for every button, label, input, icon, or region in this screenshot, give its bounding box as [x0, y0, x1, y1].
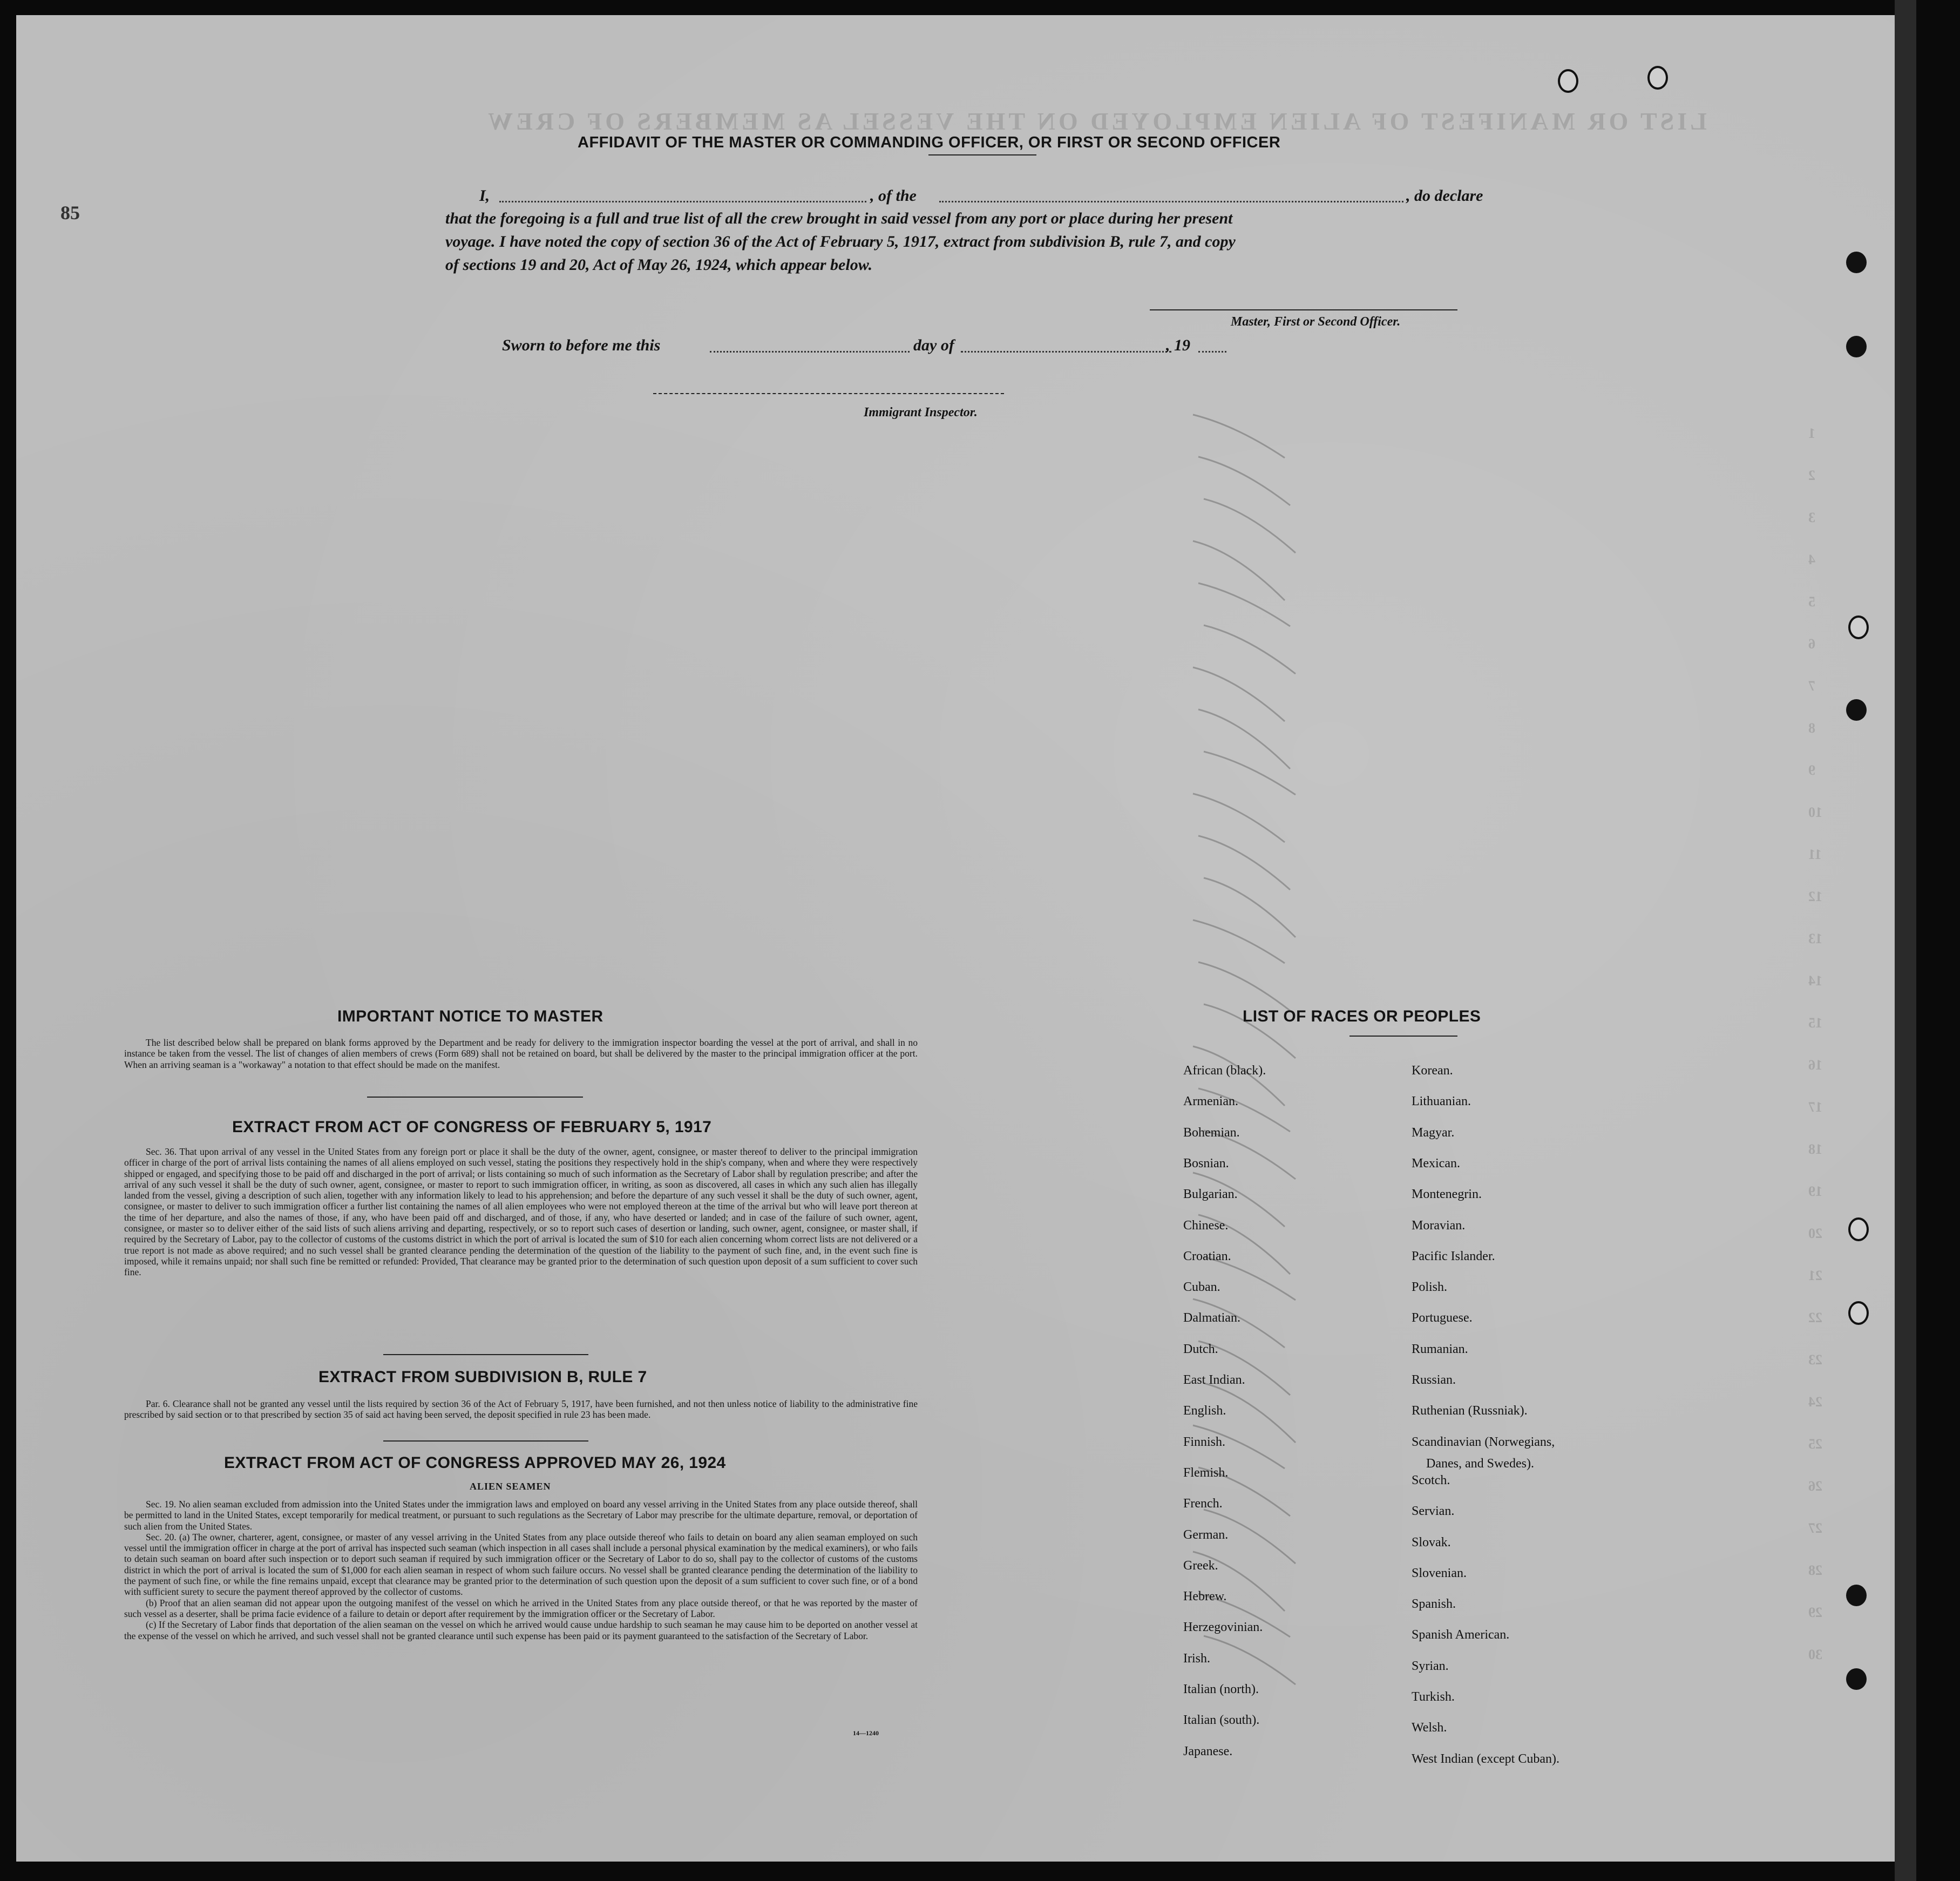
race-left-item: Japanese. [1183, 1744, 1233, 1758]
extract-1917-heading: EXTRACT FROM ACT OF CONGRESS OF FEBRUARY 5, 1917 [232, 1118, 712, 1136]
affidavit-title: AFFIDAVIT OF THE MASTER OR COMMANDING OFFICER, OR FIRST OR SECOND OFFICER [578, 134, 1281, 151]
sworn-month-blank[interactable] [961, 351, 1171, 353]
bleed-through-strokes [1177, 393, 1393, 1689]
races-heading: LIST OF RACES OR PEOPLES [1243, 1007, 1481, 1025]
bleed-stroke [1193, 415, 1285, 458]
race-right-item: Slovenian. [1412, 1566, 1467, 1580]
bleed-stroke [1204, 752, 1296, 795]
bleed-row-number: 21 [1808, 1268, 1822, 1283]
race-right-item: Moravian. [1412, 1218, 1466, 1233]
bleed-row-number: 17 [1808, 1099, 1822, 1115]
sec20a-paragraph: Sec. 20. (a) The owner, charterer, agent, consignee, or master of any vessel arriving in the United States from any place outside thereof who fails to detain on board any alien seaman employed on such vessel until the immigration officer in charge at the port of arrival has inspected such seaman (which inspection in all cases shall include a personal physical examination by the medical examiners), or who fails to detain such seaman on board after such inspection or to deport such seaman if required by such immigration officer or the Secretary of Labor to do so, shall pay to the collector of customs of the customs district in which the port of arrival is located the sum of $1,000 for each alien seaman in respect of whom such failure occurs. No vessel shall be granted clearance pending the determination of the liability to the payment of such fine, or while the fine remains unpaid, except that clearance may be granted prior to the determination of such question upon the deposit of a sum sufficient to cover such fine, or of a bond with sufficient surety to secure the payment thereof approved by the collector of customs. [124, 1531, 918, 1598]
race-right-item: Ruthenian (Russniak). [1412, 1404, 1528, 1418]
bleed-stroke [1198, 709, 1290, 769]
affidavit-line-4: of sections 19 and 20, Act of May 26, 1924, which appear below. [445, 256, 873, 274]
race-left-item: Herzegovinian. [1183, 1620, 1263, 1635]
race-right-item: Rumanian. [1412, 1342, 1468, 1356]
bleed-row-number: 25 [1808, 1436, 1822, 1452]
inspector-label: Immigrant Inspector. [864, 405, 978, 419]
extract-1924-text [124, 1499, 918, 1641]
race-right-item: Scandinavian (Norwegians, [1412, 1435, 1555, 1449]
sworn-year-blank[interactable] [1198, 351, 1226, 353]
bleed-stroke [1198, 583, 1290, 626]
bleed-row-number: 10 [1808, 804, 1822, 820]
bleed-row-number: 7 [1808, 678, 1815, 694]
bleed-stroke [1198, 457, 1290, 505]
par6-paragraph: Par. 6. Clearance shall not be granted any vessel until the lists required by section 36 of the Act of February 5, 1917, have been furnished, and not then unless notice of liability to the administrative fine prescribed by said section or to that prescribed by section 35 of said act having been served, the deposit specified in rule 23 has been made. [124, 1398, 918, 1420]
bleed-row-number: 18 [1808, 1141, 1822, 1157]
master-label: Master, First or Second Officer. [1231, 315, 1401, 329]
bleed-stroke [1204, 1004, 1296, 1058]
race-left-item: Bulgarian. [1183, 1187, 1238, 1202]
bleed-stroke [1193, 794, 1285, 842]
affidavit-do-declare: , do declare [1406, 187, 1483, 205]
bleed-stroke [1198, 962, 1290, 1011]
race-right-item: Lithuanian. [1412, 1094, 1471, 1109]
punch-hole [1848, 615, 1869, 639]
notice-text [124, 1037, 918, 1070]
extract-rule-1 [383, 1354, 588, 1355]
race-right-scandinavian-cont: Danes, and Swedes). [1426, 1457, 1534, 1471]
race-right-item: Portuguese. [1412, 1311, 1473, 1325]
race-left-item: Greek. [1183, 1558, 1218, 1573]
punch-hole [1846, 699, 1867, 721]
race-left-item: Cuban. [1183, 1280, 1220, 1295]
bleed-row-number: 1 [1808, 425, 1815, 441]
bleed-stroke [1193, 920, 1285, 963]
affidavit-line-2: that the foregoing is a full and true list of all the crew brought in said vessel from any port or place during her present [445, 209, 1233, 227]
sec20b-paragraph: (b) Proof that an alien seaman did not appear upon the outgoing manifest of the vessel on which he arrived in the United States from any place outside thereof, or that he was reported by the master of such vessel as a deserter, shall be prima facie evidence of a failure to detain or deport after requirement by the immigration officer or the Secretary of Labor. [124, 1597, 918, 1619]
bleed-row-number: 22 [1808, 1310, 1822, 1325]
race-right-item: Montenegrin. [1412, 1187, 1482, 1202]
race-left-item: Italian (north). [1183, 1682, 1259, 1696]
race-left-item: German. [1183, 1527, 1229, 1542]
vessel-blank[interactable] [939, 201, 1403, 202]
affidavit-line-3: voyage. I have noted the copy of section 36 of the Act of February 5, 1917, extract from subdivision B, rule 7, and copy [445, 233, 1236, 251]
race-left-item: African (black). [1183, 1064, 1266, 1078]
race-left-item: Chinese. [1183, 1218, 1229, 1233]
notice-paragraph: The list described below shall be prepared on blank forms approved by the Department and be ready for delivery to the immigration inspector boarding the vessel at the port of arrival, and shall in no instance be taken from the vessel. The list of changes of alien members of crews (Form 689) shall not be retained on board, but shall be delivered by the master to the principal immigration officer at the port. When an arriving seaman is a "workaway" a notation to that effect should be made on the manifest. [124, 1037, 918, 1070]
name-blank[interactable] [499, 201, 866, 202]
race-right-item: Scotch. [1412, 1473, 1450, 1487]
punch-hole [1846, 1585, 1867, 1606]
bleed-row-number: 23 [1808, 1352, 1822, 1368]
bleed-row-number: 3 [1808, 510, 1815, 525]
bleed-row-number: 4 [1808, 552, 1815, 567]
master-signature-line[interactable] [1150, 309, 1457, 310]
punch-hole [1848, 1217, 1869, 1241]
bleed-row-number: 24 [1808, 1394, 1822, 1410]
bleed-row-number: 20 [1808, 1226, 1822, 1241]
notice-rule [367, 1097, 583, 1098]
bleed-stroke [1204, 625, 1296, 674]
race-left-item: Croatian. [1183, 1249, 1231, 1263]
bleed-row-number: 29 [1808, 1605, 1822, 1620]
bleed-row-number: 27 [1808, 1520, 1822, 1536]
margin-mark: 85 [60, 202, 80, 224]
bleed-row-number: 15 [1808, 1015, 1822, 1031]
bleed-row-number: 5 [1808, 594, 1815, 610]
bleed-row-number: 8 [1808, 720, 1815, 736]
sworn-day-blank[interactable] [710, 351, 910, 353]
sworn-before: Sworn to before me this [502, 336, 661, 354]
inspector-signature-line[interactable] [653, 393, 1004, 394]
race-right-item: Spanish. [1412, 1597, 1456, 1612]
bleed-row-number: 6 [1808, 636, 1815, 652]
race-left-item: Armenian. [1183, 1094, 1238, 1109]
year-prefix: , 19 [1166, 336, 1190, 354]
bleed-row-number: 30 [1808, 1647, 1822, 1662]
race-right-item: Turkish. [1412, 1690, 1455, 1704]
bleed-row-number: 11 [1808, 847, 1822, 862]
punch-hole [1846, 336, 1867, 357]
race-right-item: Russian. [1412, 1373, 1456, 1387]
race-left-item: Italian (south). [1183, 1713, 1260, 1728]
extract-1924-heading: EXTRACT FROM ACT OF CONGRESS APPROVED MAY 26, 1924 [224, 1454, 726, 1472]
race-right-item: Pacific Islander. [1412, 1249, 1495, 1263]
race-left-item: Dalmatian. [1183, 1311, 1240, 1325]
bleed-stroke [1198, 836, 1290, 890]
punch-hole [1848, 1301, 1869, 1325]
sec36-paragraph: Sec. 36. That upon arrival of any vessel in the United States from any foreign port or place it shall be the duty of the owner, agent, consignee, or master thereof to deliver to the principal immigration officer in charge of the port of arrival lists containing the names of all aliens employed on such vessel, stating the positions they respectively hold in the ship's company, when and where they were respectively shipped or engaged, and specifying those to be paid off and discharged in the port of arrival; or lists containing so much of such information as the Secretary of Labor shall by regulation prescribe; and after the arrival of any such vessel it shall be the duty of such owner, agent, consignee, or master to report to such immigration officer, in writing, as soon as discovered, all cases in which any such alien has illegally landed from the vessel, giving a description of such alien, together with any information likely to lead to his apprehension; and before the departure of any such vessel it shall be the duty of such owner, agent, consignee, or master to deliver to such immigration officer a further list containing the names of all alien employees who were not employed thereon at the time of the arrival but who will leave port thereon at the time of her departure, and also the names of those, if any, who have been paid off and discharged, and of those, if any, who have deserted or landed; and in case of the failure of such owner, agent, consignee, or master so to deliver either of the said lists of such aliens arriving and departing, respectively, or so to report such cases of desertion or landing, such owner, agent, consignee, or master shall, if required by the Secretary of Labor, pay to the collector of customs of the customs district in which the port of arrival is located the sum of $10 for each alien concerning whom correct lists are not delivered or a true report is not made as above required; and no such vessel shall be granted clearance pending the determination of the question of the liability to the payment of such fine, and, in the event such fine is imposed, while it remains unpaid; nor shall such fine be remitted or refunded: Provided, That clearance may be granted prior to the determination of such question upon deposit of a sum sufficient to cover such fine. [124, 1146, 918, 1278]
race-right-item: Magyar. [1412, 1125, 1455, 1140]
race-left-item: Irish. [1183, 1651, 1210, 1666]
alien-seamen-subheading: ALIEN SEAMEN [470, 1481, 551, 1492]
bleed-row-number: 12 [1808, 889, 1822, 904]
notice-heading: IMPORTANT NOTICE TO MASTER [337, 1007, 603, 1025]
bleed-stroke [1204, 1636, 1296, 1684]
extract-1917-text [124, 1146, 918, 1278]
title-rule [928, 154, 1036, 155]
race-left-item: English. [1183, 1404, 1226, 1418]
bleed-stroke [1193, 541, 1285, 600]
affidavit-of-the: , of the [870, 187, 917, 205]
race-left-item: Hebrew. [1183, 1589, 1227, 1604]
bleed-row-number: 16 [1808, 1057, 1822, 1073]
bleed-stroke [1204, 499, 1296, 553]
bleed-row-number: 14 [1808, 973, 1822, 989]
race-right-item: Polish. [1412, 1280, 1448, 1295]
day-of: day of [913, 336, 954, 354]
bleed-stroke [1193, 667, 1285, 721]
race-left-item: Bosnian. [1183, 1156, 1229, 1170]
race-left-item: Flemish. [1183, 1465, 1229, 1480]
extract-rule7-heading: EXTRACT FROM SUBDIVISION B, RULE 7 [318, 1368, 647, 1386]
race-right-item: West Indian (except Cuban). [1412, 1751, 1559, 1766]
bleed-row-number: 26 [1808, 1478, 1822, 1494]
sec19-paragraph: Sec. 19. No alien seaman excluded from admission into the United States under the immigration laws and employed on board any vessel arriving in the United States from any place outside thereof, shall be permitted to land in the United States, except temporarily for medical treatment, or pursuant to such regulations as the Secretary of Labor may prescribe for the ultimate departure, removal, or deportation of such alien from the United States. [124, 1499, 918, 1532]
sec20c-paragraph: (c) If the Secretary of Labor finds that deportation of the alien seaman on the vessel on which he arrived would cause undue hardship to such seaman he may cause him to be deported on another vessel at the expense of the vessel on which he arrived, and such vessel shall not be granted clearance until such expense has been paid or its payment guaranteed to the satisfaction of the Secretary of Labor. [124, 1619, 918, 1641]
affidavit-i: I, [479, 187, 490, 205]
race-right-item: Slovak. [1412, 1535, 1451, 1550]
punch-hole [1846, 1668, 1867, 1690]
bleed-row-number: 9 [1808, 762, 1815, 778]
document-sheet [16, 15, 1895, 1862]
bleed-row-number: 2 [1808, 468, 1815, 483]
punch-hole [1846, 252, 1867, 273]
bleed-row-number: 13 [1808, 931, 1822, 946]
race-right-item: Syrian. [1412, 1659, 1449, 1673]
punch-hole [1647, 66, 1668, 90]
race-left-item: Dutch. [1183, 1342, 1218, 1356]
page-edge [1895, 0, 1916, 1881]
race-right-item: Spanish American. [1412, 1628, 1510, 1642]
punch-hole [1558, 69, 1578, 93]
race-right-item: Welsh. [1412, 1721, 1447, 1735]
bleed-through-header: LIST OR MANIFEST OF ALIEN EMPLOYED ON THE VESSEL AS MEMBERS OF CREW [485, 107, 1707, 135]
extract-rule-2 [383, 1440, 588, 1442]
extract-rule7-text [124, 1398, 918, 1420]
bleed-row-number: 28 [1808, 1562, 1822, 1578]
race-left-item: French. [1183, 1497, 1223, 1511]
race-right-item: Mexican. [1412, 1156, 1460, 1170]
race-right-item: Servian. [1412, 1504, 1455, 1519]
race-left-item: Finnish. [1183, 1435, 1226, 1449]
race-left-item: East Indian. [1183, 1373, 1245, 1387]
race-right-item: Korean. [1412, 1064, 1453, 1078]
race-left-item: Bohemian. [1183, 1125, 1240, 1140]
form-number: 14—1240 [853, 1729, 879, 1737]
bleed-row-number: 19 [1808, 1183, 1822, 1199]
